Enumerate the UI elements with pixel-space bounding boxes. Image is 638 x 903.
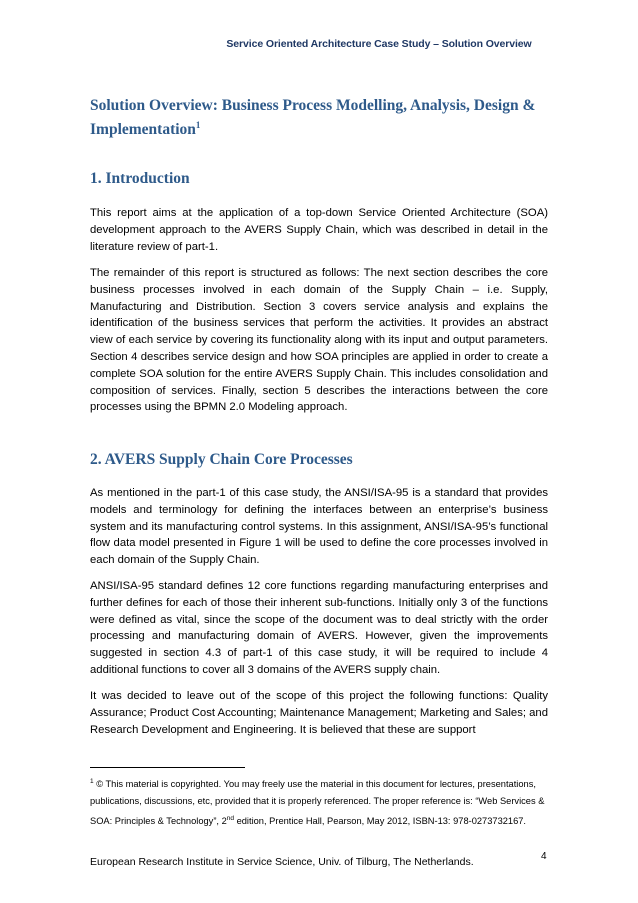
- paragraph: As mentioned in the part-1 of this case study, the ANSI/ISA-95 is a standard that provides models and terminology for defining the interfaces between an enterprise’s business system and its manufacturing control systems. In this assignment, ANSI/ISA-95’s functional flow data model presented in Figure 1 will be used to define the core processes involved in each domain of the Supply Chain.: [90, 487, 548, 567]
- running-header: Service Oriented Architecture Case Study – Solution Overview: [226, 38, 532, 50]
- title-footnote-ref[interactable]: 1: [195, 119, 201, 130]
- footnote-edition-suffix: nd: [226, 815, 234, 823]
- section-heading-core-processes: 2. AVERS Supply Chain Core Processes: [90, 451, 353, 468]
- paragraph: The remainder of this report is structured as follows: The next section describes the core business processes involved in each domain of the Supply Chain – i.e. Supply, Manufacturing and Distribution. Section 3 covers service analysis and explains the identification of the business services that perform the activities. It provides an abstract view of each service by covering its functionality along with its input and output parameters. Section 4 describes service design and how SOA principles are applied in order to create a complete SOA solution for the entire AVERS Supply Chain. This includes consolidation and composition of services. Finally, section 5 describes the interactions between the core processes using the BPMN 2.0 Modeling approach.: [90, 267, 548, 414]
- footnote-text: © This material is copyrighted. You may freely use the material in this document for lectures, presentations, publications, discussions, etc, provided that it is properly referenced. The proper reference is: “Web Services & SOA: Principles & Technology”, 2: [90, 779, 545, 827]
- page-title-text: Solution Overview: Business Process Modelling, Analysis, Design & Implementation: [90, 97, 536, 138]
- footnote-divider: [90, 767, 245, 768]
- page-footer: European Research Institute in Service Science, Univ. of Tilburg, The Netherlands.: [90, 856, 474, 868]
- paragraph: ANSI/ISA-95 standard defines 12 core functions regarding manufacturing enterprises and further defines for each of those their inherent sub-functions. Initially only 3 of the functions were defined as vital, since the scope of the document was to deal strictly with the order processing and manufacturing domain of AVERS. However, given the improvements suggested in section 4.3 of part-1 of this case study, it will be required to include 4 additional functions to cover all 3 domains of the AVERS supply chain.: [90, 580, 548, 676]
- footnote-marker: 1: [90, 778, 94, 785]
- paragraph: It was decided to leave out of the scope of this project the following functions: Quality Assurance; Product Cost Accounting; Maintenance Management; Marketing and Sales; and Research Development and Engineering. It is believed that these are support: [90, 690, 548, 736]
- page-number: 4: [541, 851, 547, 862]
- footnote-text-end: edition, Prentice Hall, Pearson, May 2012, ISBN-13: 978-0273732167.: [234, 816, 526, 827]
- paragraph: This report aims at the application of a top-down Service Oriented Architecture (SOA) development approach to the AVERS Supply Chain, which was described in detail in the literature review of part-1.: [90, 207, 548, 253]
- page-title: [90, 96, 560, 139]
- section-heading-introduction: 1. Introduction: [90, 170, 190, 187]
- footnote: [90, 773, 552, 830]
